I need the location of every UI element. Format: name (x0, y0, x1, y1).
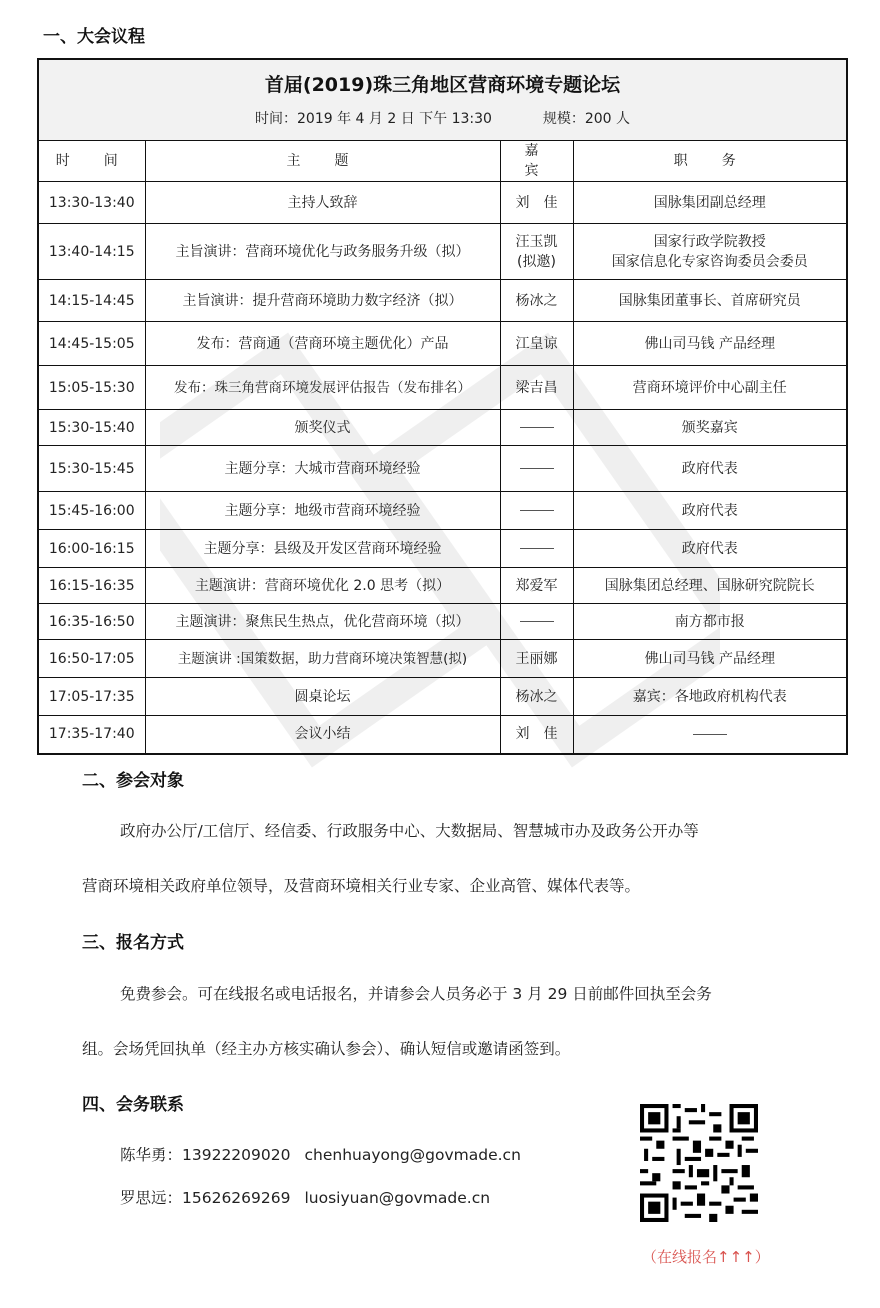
row-guest-empty (500, 446, 573, 492)
table-row (38, 640, 847, 678)
row-topic: 主题演讲 :国策数据，助力营商环境决策智慧(拟) (145, 640, 500, 678)
table-row (38, 492, 847, 530)
forum-meta (39, 109, 846, 129)
row-guest-empty (500, 530, 573, 568)
agenda-table (37, 58, 848, 755)
row-time: 15:30-15:40 (38, 410, 145, 446)
audience-line-2: 营商环境相关政府单位领导，及营商环境相关行业专家、企业高管、媒体代表等。 (82, 877, 641, 895)
dash-mark (520, 427, 554, 428)
row-time: 13:30-13:40 (38, 182, 145, 224)
row-topic: 发布：营商通（营商环境主题优化）产品 (145, 322, 500, 366)
row-topic: 主题演讲：聚焦民生热点，优化营商环境（拟） (145, 604, 500, 640)
row-role-empty (573, 716, 847, 754)
row-guest-cell (500, 224, 573, 280)
row-guest: 汪玉凯 (515, 233, 558, 250)
row-guest: 刘 佳 (500, 716, 573, 754)
header-time: 时 间 (38, 141, 145, 182)
row-role: 营商环境评价中心副主任 (573, 366, 847, 410)
contact-line (120, 1143, 521, 1165)
row-topic: 主持人致辞 (145, 182, 500, 224)
section-title-agenda: 一、大会议程 (43, 27, 145, 47)
register-line-2: 组。会场凭回执单（经主办方核实确认参会）、确认短信或邀请函签到。 (82, 1040, 571, 1058)
row-topic: 主题分享：大城市营商环境经验 (145, 446, 500, 492)
forum-title: 首届(2019)珠三角地区营商环境专题论坛 (264, 74, 621, 96)
section-title-contact: 四、会务联系 (82, 1095, 184, 1115)
row-role-cell (573, 224, 847, 280)
row-time: 13:40-14:15 (38, 224, 145, 280)
row-guest: 江皇谅 (500, 322, 573, 366)
row-time: 16:00-16:15 (38, 530, 145, 568)
row-topic: 主旨演讲：提升营商环境助力数字经济（拟） (145, 280, 500, 322)
row-role: 嘉宾：各地政府机构代表 (573, 678, 847, 716)
qr-code-image[interactable] (640, 1104, 758, 1222)
row-role: 国家行政学院教授 (653, 233, 766, 250)
contact-line (120, 1186, 490, 1208)
dash-mark (520, 621, 554, 622)
row-guest: 刘 佳 (500, 182, 573, 224)
row-topic: 主题分享：地级市营商环境经验 (145, 492, 500, 530)
row-guest: 杨冰之 (500, 280, 573, 322)
row-role: 佛山司马钱 产品经理 (573, 640, 847, 678)
table-row (38, 446, 847, 492)
dash-mark (520, 468, 554, 469)
table-row (38, 568, 847, 604)
table-header-row (38, 141, 847, 182)
row-guest: 王丽娜 (500, 640, 573, 678)
row-guest-empty (500, 604, 573, 640)
dash-mark (520, 548, 554, 549)
row-guest: 梁吉昌 (500, 366, 573, 410)
qr-caption: （在线报名↑↑↑） (642, 1248, 770, 1266)
section-title-audience: 二、参会对象 (82, 771, 184, 791)
row-time: 16:50-17:05 (38, 640, 145, 678)
row-time: 15:30-15:45 (38, 446, 145, 492)
contact-email[interactable]: chenhuayong@govmade.cn (304, 1146, 521, 1164)
row-time: 14:15-14:45 (38, 280, 145, 322)
row-topic: 主旨演讲：营商环境优化与政务服务升级（拟） (145, 224, 500, 280)
row-guest-note: (拟邀) (517, 253, 556, 270)
row-topic: 圆桌论坛 (145, 678, 500, 716)
row-topic: 颁奖仪式 (145, 410, 500, 446)
row-time: 17:35-17:40 (38, 716, 145, 754)
audience-line-1: 政府办公厅/工信厅、经信委、行政服务中心、大数据局、智慧城市办及政务公开办等 (120, 822, 699, 840)
dash-mark (693, 734, 727, 735)
header-guest: 嘉 宾 (500, 141, 573, 182)
row-role: 政府代表 (573, 530, 847, 568)
row-role: 国脉集团总经理、国脉研究院院长 (573, 568, 847, 604)
row-guest-empty (500, 410, 573, 446)
row-time: 17:05-17:35 (38, 678, 145, 716)
table-row (38, 604, 847, 640)
row-time: 14:45-15:05 (38, 322, 145, 366)
row-time: 15:05-15:30 (38, 366, 145, 410)
row-role: 国脉集团董事长、首席研究员 (573, 280, 847, 322)
table-row (38, 322, 847, 366)
table-row (38, 678, 847, 716)
table-row (38, 716, 847, 754)
row-time: 16:35-16:50 (38, 604, 145, 640)
contact-email[interactable]: luosiyuan@govmade.cn (304, 1189, 491, 1207)
table-row (38, 366, 847, 410)
table-row (38, 280, 847, 322)
dash-mark (520, 510, 554, 511)
row-role: 国脉集团副总经理 (573, 182, 847, 224)
row-role: 颁奖嘉宾 (573, 410, 847, 446)
row-topic: 发布：珠三角营商环境发展评估报告（发布排名） (145, 366, 500, 410)
row-role: 政府代表 (573, 492, 847, 530)
header-topic: 主 题 (145, 141, 500, 182)
header-role: 职 务 (573, 141, 847, 182)
table-row (38, 224, 847, 280)
row-role: 南方都市报 (573, 604, 847, 640)
row-topic: 主题演讲：营商环境优化 2.0 思考（拟） (145, 568, 500, 604)
forum-time: 时间：2019 年 4 月 2 日 下午 13:30 (255, 111, 492, 127)
forum-scale: 规模：200 人 (542, 111, 631, 127)
table-row (38, 410, 847, 446)
section-title-register: 三、报名方式 (82, 933, 184, 953)
row-role-2: 国家信息化专家咨询委员会委员 (611, 253, 808, 270)
forum-title-cell (38, 59, 847, 141)
contact-name-phone: 陈华勇：13922209020 (120, 1146, 291, 1164)
row-topic: 主题分享：县级及开发区营商环境经验 (145, 530, 500, 568)
row-role: 政府代表 (573, 446, 847, 492)
row-guest: 郑爱军 (500, 568, 573, 604)
row-role: 佛山司马钱 产品经理 (573, 322, 847, 366)
register-line-1: 免费参会。可在线报名或电话报名，并请参会人员务必于 3 月 29 日前邮件回执至会务 (120, 985, 712, 1003)
row-guest-empty (500, 492, 573, 530)
row-guest: 杨冰之 (500, 678, 573, 716)
row-time: 15:45-16:00 (38, 492, 145, 530)
row-topic: 会议小结 (145, 716, 500, 754)
table-row (38, 530, 847, 568)
table-row (38, 182, 847, 224)
contact-name-phone: 罗思远：15626269269 (120, 1189, 291, 1207)
row-time: 16:15-16:35 (38, 568, 145, 604)
